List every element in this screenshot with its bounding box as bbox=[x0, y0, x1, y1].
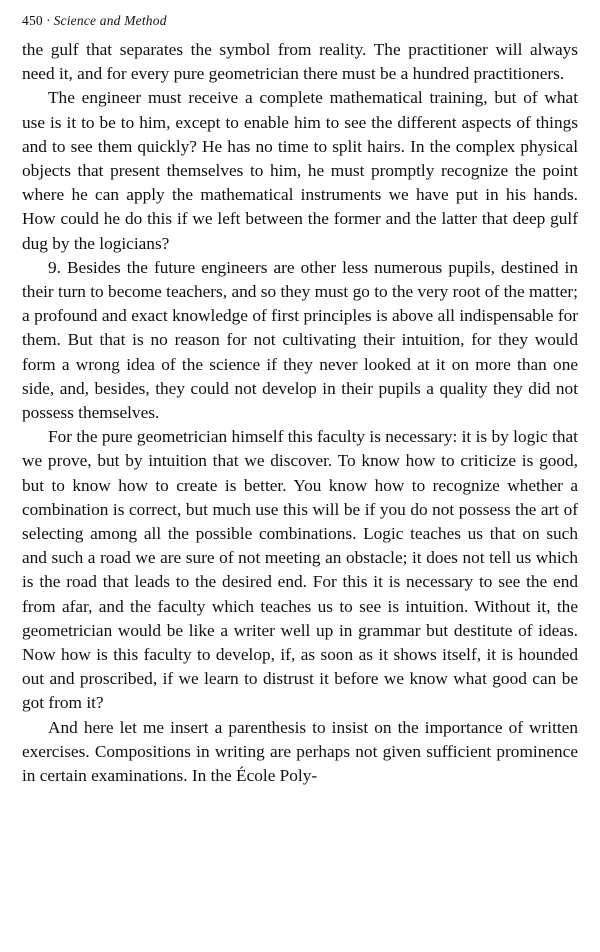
paragraph: And here let me insert a parenthesis to insist on the importance of written exercises. Compositions in writing are perhaps not given sufficient prominence in certain examinations. In the École Poly- bbox=[22, 717, 578, 786]
paragraph: 9. Besides the future engineers are other less numerous pupils, destined in their turn to become teachers, and so they must go to the very root of the matter; a profound and exact knowledge of first principles is above all indispensable for them. But that is no reason for not cultivating their intuition, for they would form a wrong idea of the science if they never looked at it on more than one side, and, besides, they could not develop in their pupils a quality they did not possess themselves. bbox=[22, 257, 578, 423]
running-head bbox=[22, 12, 578, 38]
paragraph: The engineer must receive a complete mathematical training, but of what use is it to be to him, except to enable him to see the different aspects of things and to see them quickly? He has no time to split hairs. In the complex physical objects that present themselves to him, he must promptly recognize the point where he can apply the mathematical instruments we have put in his hands. How could he do this if we left between the former and the latter that deep gulf dug by the logicians? bbox=[22, 88, 578, 253]
paragraph-continuation: the gulf that separates the symbol from reality. The practitioner will always need it, and for every pure geometrician there must be a hundred practitioners. bbox=[22, 40, 578, 84]
running-head-title: Science and Method bbox=[53, 13, 167, 28]
paragraph: For the pure geometrician himself this faculty is necessary: it is by logic that we prove, but by intuition that we discover. To know how to criticize is good, but to know how to create is better. You know how to recognize whether a combination is correct, but much use this will be if you do not possess the art of selecting among all the possible combinations. Logic teaches us that on such and such a road we are sure of not meeting an obstacle; it does not tell us which is the road that leads to the desired end. For this it is necessary to see the end from afar, and the faculty which teaches us to see is intuition. Without it, the geometrician would be like a writer well up in grammar but destitute of ideas. Now how is this faculty to develop, if, as soon as it shows itself, it is hounded out and proscribed, if we learn to distrust it before we know what good can be got from it? bbox=[22, 427, 578, 713]
running-head-separator: · bbox=[46, 13, 51, 28]
body-text bbox=[22, 38, 578, 788]
page-number: 450 bbox=[22, 13, 43, 28]
